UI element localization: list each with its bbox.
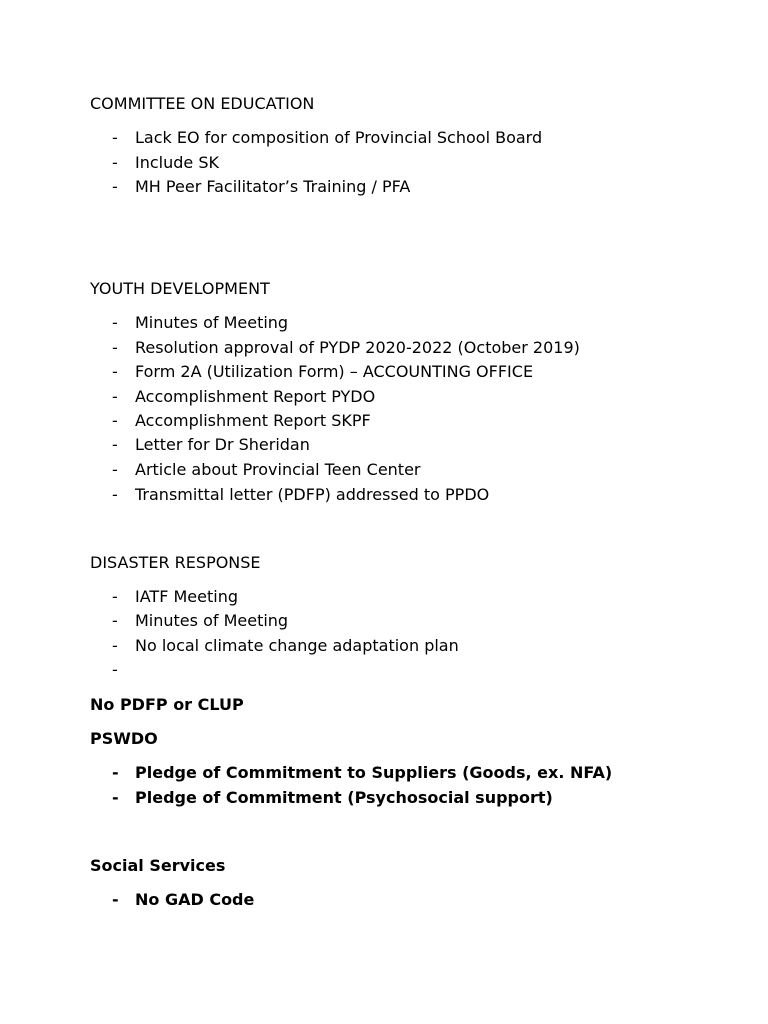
list-item (112, 460, 421, 480)
list-item-text: No GAD Code (135, 890, 255, 909)
list-item-text: MH Peer Facilitator’s Training / PFA (135, 177, 411, 196)
bullet-dash: - (112, 387, 118, 406)
list-item (112, 411, 371, 431)
list-item (112, 338, 580, 358)
list-item-text: Letter for Dr Sheridan (135, 435, 310, 454)
section-heading-disaster: DISASTER RESPONSE (90, 553, 261, 572)
list-item-text: Minutes of Meeting (135, 611, 289, 630)
bullet-dash: - (112, 611, 118, 630)
list-item-text: Pledge of Commitment to Suppliers (Goods, ex. NFA) (135, 763, 613, 782)
list-item (112, 128, 542, 148)
bullet-dash: - (112, 153, 118, 172)
list-item (112, 890, 254, 910)
list-item (112, 788, 553, 808)
list-item-text: Resolution approval of PYDP 2020-2022 (October 2019) (135, 338, 580, 357)
list-item-text: No local climate change adaptation plan (135, 636, 459, 655)
list-item-text: Article about Provincial Teen Center (135, 460, 421, 479)
list-item (112, 177, 410, 197)
list-item (112, 611, 288, 631)
bullet-dash: - (112, 313, 118, 332)
list-item-text: Include SK (135, 153, 219, 172)
list-item (112, 587, 238, 607)
list-item-text: Form 2A (Utilization Form) – ACCOUNTING OFFICE (135, 362, 534, 381)
bullet-dash: - (112, 660, 118, 679)
bullet-dash: - (112, 128, 118, 147)
list-item (112, 763, 612, 783)
list-item (112, 362, 533, 382)
list-item-text: Pledge of Commitment (Psychosocial support) (135, 788, 553, 807)
list-item-text: Transmittal letter (PDFP) addressed to PPDO (135, 485, 490, 504)
list-item (112, 660, 135, 680)
bullet-dash: - (112, 485, 118, 504)
list-item (112, 313, 288, 333)
bullet-dash: - (112, 587, 118, 606)
list-item-text: IATF Meeting (135, 587, 238, 606)
list-item (112, 485, 489, 505)
list-item-text: Lack EO for composition of Provincial School Board (135, 128, 543, 147)
bullet-dash: - (112, 338, 118, 357)
bullet-dash: - (112, 177, 118, 196)
bullet-dash: - (112, 362, 118, 381)
list-item (112, 153, 219, 173)
section-heading-education: COMMITTEE ON EDUCATION (90, 94, 315, 113)
list-item (112, 636, 459, 656)
section-heading-pswdo: PSWDO (90, 729, 158, 748)
bullet-dash: - (112, 763, 119, 782)
bullet-dash: - (112, 435, 118, 454)
bullet-dash: - (112, 890, 119, 909)
bullet-dash: - (112, 460, 118, 479)
section-heading-social-services: Social Services (90, 856, 226, 875)
list-item-text: Accomplishment Report SKPF (135, 411, 371, 430)
bullet-dash: - (112, 636, 118, 655)
section-heading-youth: YOUTH DEVELOPMENT (90, 279, 270, 298)
bullet-dash: - (112, 411, 118, 430)
section-heading-pdfp: No PDFP or CLUP (90, 695, 244, 714)
list-item (112, 387, 375, 407)
list-item-text: Minutes of Meeting (135, 313, 289, 332)
bullet-dash: - (112, 788, 119, 807)
list-item-text: Accomplishment Report PYDO (135, 387, 376, 406)
list-item (112, 435, 310, 455)
